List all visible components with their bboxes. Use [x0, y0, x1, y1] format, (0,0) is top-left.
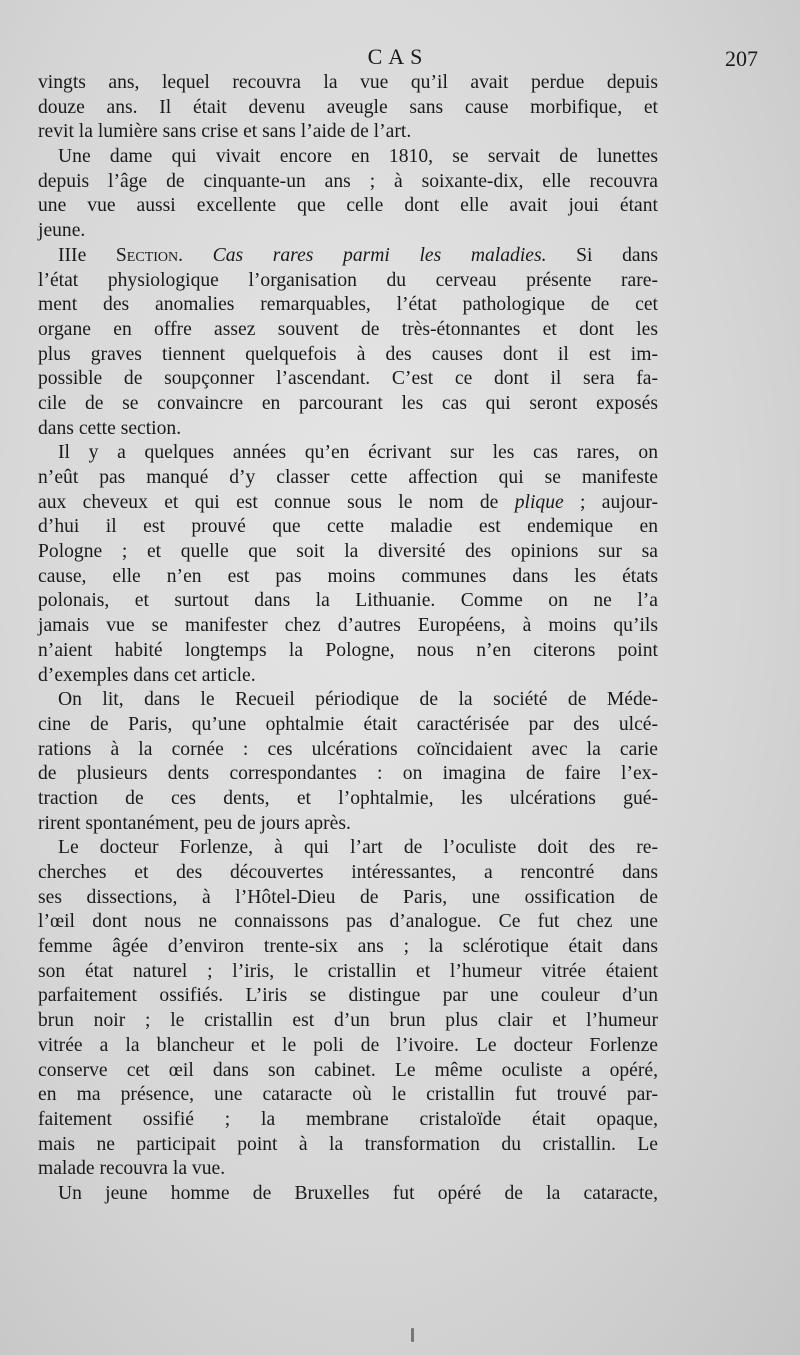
- text-line: revit la lumière sans crise et sans l’aide de l’art.: [38, 121, 412, 143]
- text-line: [38, 491, 658, 516]
- text-line: faitement ossifié ; la membrane cristaloïde était opaque,: [38, 1108, 658, 1130]
- text-line: Un jeune homme de Bruxelles fut opéré de la cataracte,: [58, 1182, 658, 1204]
- text-line: rirent spontanément, peu de jours après.: [38, 812, 351, 834]
- text-line: n’aient habité longtemps la Pologne, nous n’en citerons point: [38, 639, 658, 661]
- text-line: Pologne ; et quelle que soit la diversité des opinions sur sa: [38, 541, 658, 563]
- page-number: 207: [725, 46, 758, 71]
- text-line: vingts ans, lequel recouvra la vue qu’il avait perdue depuis: [38, 72, 658, 93]
- running-head: [38, 44, 758, 74]
- text-line: jeune.: [38, 220, 86, 242]
- text-line: ment des anomalies remarquables, l’état pathologique de cet: [38, 294, 658, 316]
- text-line: ses dissections, à l’Hôtel-Dieu de Paris, une ossification de: [38, 886, 658, 908]
- text-run: IIIe: [58, 244, 116, 266]
- text-line: conserve cet œil dans son cabinet. Le même oculiste a opéré,: [38, 1059, 658, 1081]
- text-line: Une dame qui vivait encore en 1810, se servait de lunettes: [58, 146, 658, 168]
- text-line: rations à la cornée : ces ulcérations coïncidaient avec la carie: [38, 738, 658, 760]
- text-line: organe en offre assez souvent de très-étonnantes et dont les: [38, 318, 658, 340]
- text-line: l’état physiologique l’organisation du cerveau présente rare-: [38, 269, 658, 291]
- text-line: vitrée a la blancheur et le poli de l’ivoire. Le docteur Forlenze: [38, 1034, 658, 1056]
- body-text: [38, 71, 658, 1207]
- text-line: l’œil dont nous ne connaissons pas d’analogue. Ce fut chez une: [38, 911, 658, 933]
- text-run: plique: [514, 491, 564, 513]
- text-line: traction de ces dents, et l’ophtalmie, les ulcérations gué-: [38, 787, 658, 809]
- text-line: On lit, dans le Recueil périodique de la société de Méde-: [58, 689, 658, 711]
- text-line: possible de soupçonner l’ascendant. C’est ce dont il sera fa-: [38, 368, 658, 390]
- text-line: cherches et des découvertes intéressantes, a rencontré dans: [38, 862, 658, 883]
- text-line: plus graves tiennent quelquefois à des causes dont il est im-: [38, 343, 658, 365]
- text-line: n’eût pas manqué d’y classer cette affection qui se manifeste: [38, 467, 658, 488]
- text-line: une vue aussi excellente que celle dont elle avait joui étant: [38, 195, 658, 217]
- text-line: cile de se convaincre en parcourant les cas qui seront exposés: [38, 392, 658, 414]
- text-run: Cas rares parmi les maladies.: [183, 244, 547, 266]
- text-line: jamais vue se manifester chez d’autres Européens, à moins qu’ils: [38, 615, 658, 637]
- text-line: Le docteur Forlenze, à qui l’art de l’oculiste doit des re-: [58, 837, 658, 859]
- text-line: son état naturel ; l’iris, le cristallin et l’humeur vitrée étaient: [38, 960, 658, 982]
- text-line: mais ne participait point à la transformation du cristallin. Le: [38, 1133, 658, 1155]
- text-line: en ma présence, une cataracte où le cristallin fut trouvé par-: [38, 1084, 658, 1106]
- text-run: Si dans: [546, 244, 658, 266]
- text-line: dans cette section.: [38, 417, 182, 439]
- text-line: Il y a quelques années qu’en écrivant sur les cas rares, on: [58, 442, 658, 464]
- text-line: d’exemples dans cet article.: [38, 664, 256, 686]
- text-line: douze ans. Il était devenu aveugle sans cause morbifique, et: [38, 96, 658, 118]
- text-line: polonais, et surtout dans la Lithuanie. Comme on ne l’a: [38, 590, 658, 612]
- text-line: de plusieurs dents correspondantes : on imagina de faire l’ex-: [38, 763, 658, 785]
- text-line: d’hui il est prouvé que cette maladie est endemique en: [38, 516, 658, 538]
- text-run: aux cheveux et qui est connue sous le nom de: [38, 491, 515, 513]
- text-line: depuis l’âge de cinquante-un ans ; à soixante-dix, elle recouvra: [38, 170, 658, 192]
- text-line: femme âgée d’environ trente-six ans ; la sclérotique était dans: [38, 936, 658, 958]
- running-head-title: CAS: [367, 44, 429, 69]
- text-line: malade recouvra la vue.: [38, 1158, 226, 1180]
- text-run: Section.: [115, 244, 184, 266]
- scan-mark: [411, 1328, 414, 1342]
- text-run: ; aujour-: [563, 491, 658, 513]
- text-line: cause, elle n’en est pas moins communes dans les états: [38, 565, 658, 587]
- text-line: cine de Paris, qu’une ophtalmie était caractérisée par des ulcé-: [38, 713, 658, 735]
- text-line: parfaitement ossifiés. L’iris se distingue par une couleur d’un: [38, 985, 658, 1007]
- text-line: brun noir ; le cristallin est d’un brun plus clair et l’humeur: [38, 1010, 658, 1032]
- text-line: [38, 244, 658, 269]
